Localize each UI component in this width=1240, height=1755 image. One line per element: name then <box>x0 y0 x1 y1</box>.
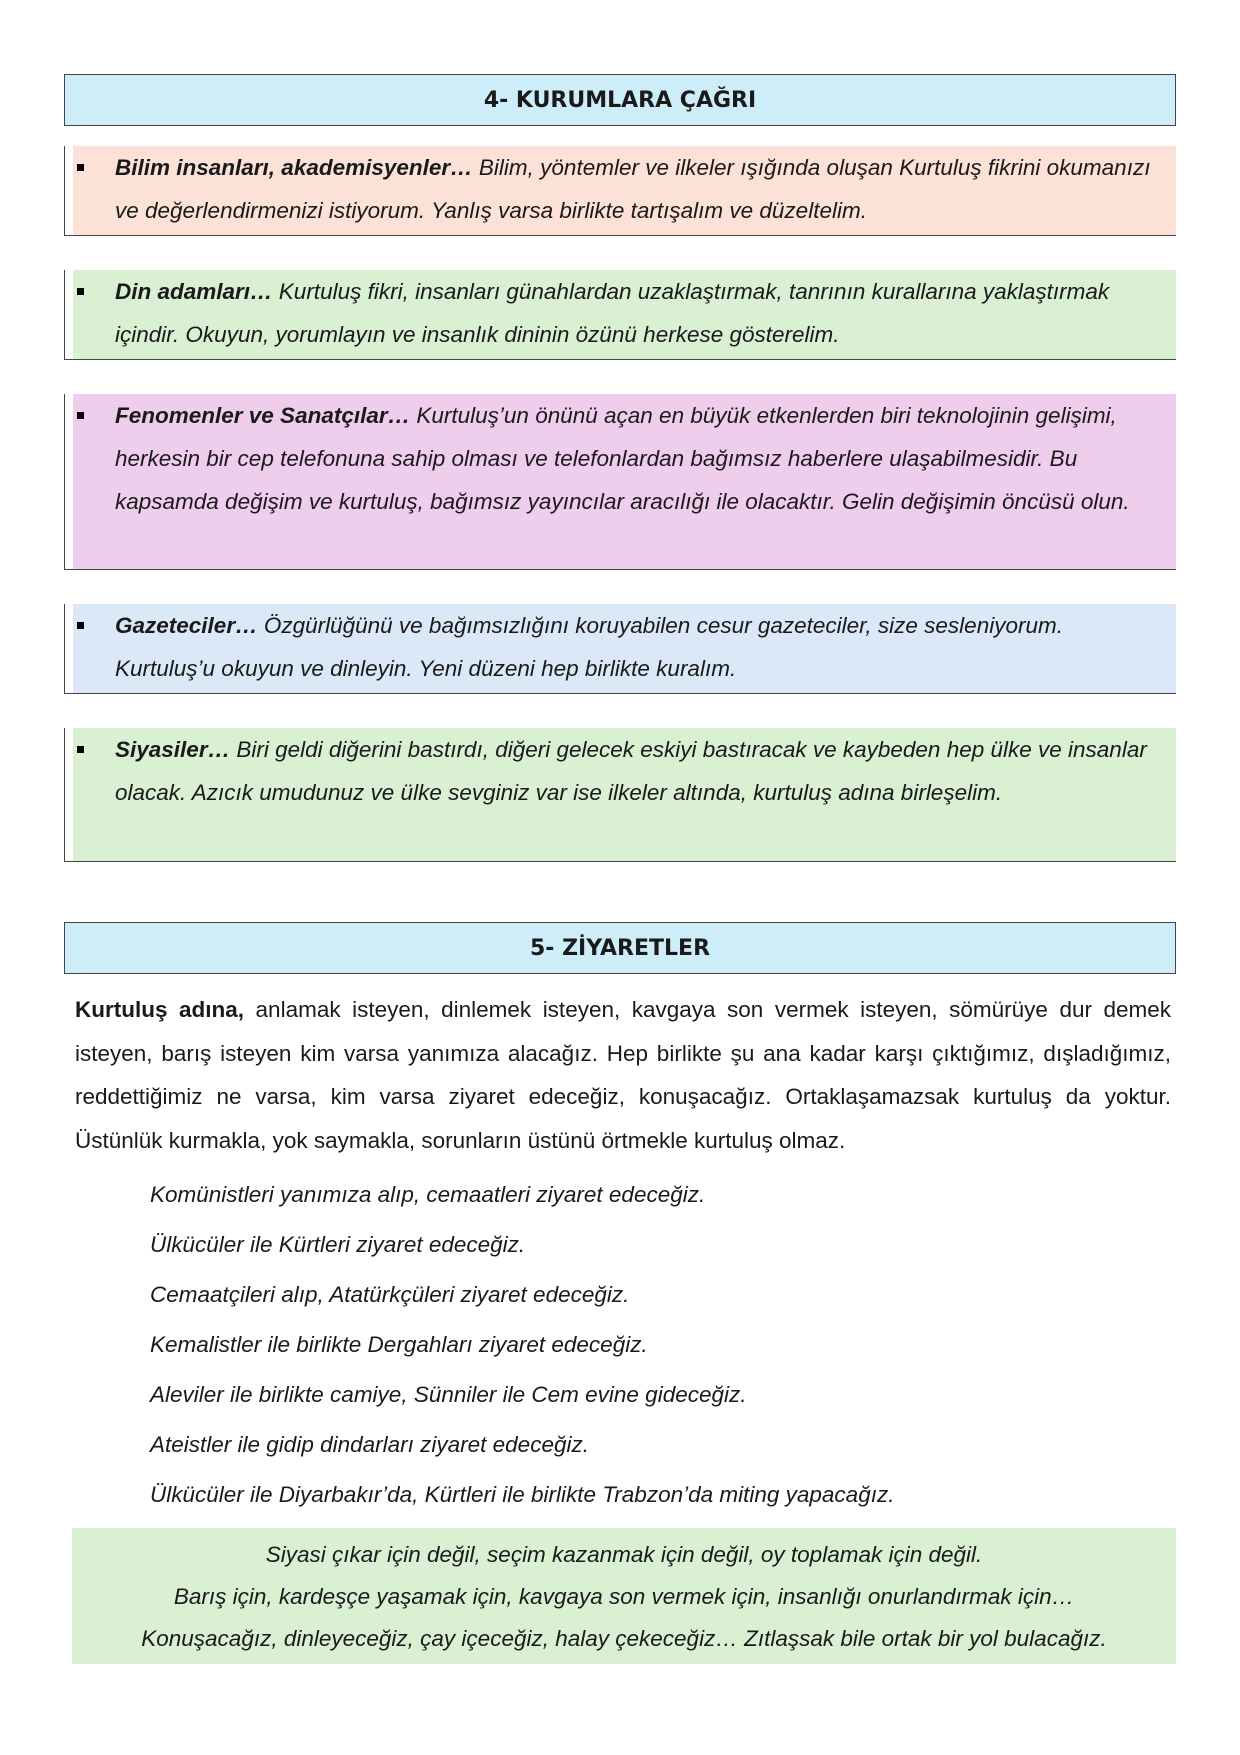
callout-influencers <box>64 394 1176 570</box>
closing-line: Konuşacağız, dinleyeceğiz, çay içeceğiz, halay çekeceğiz… Zıtlaşsak bile ortak bir yol bulacağız. <box>141 1626 1107 1651</box>
visit-list <box>150 1180 894 1530</box>
callout-body: Kurtuluş’un önünü açan en büyük etkenlerden biri teknolojinin gelişimi, herkesin bir cep telefonuna sahip olması ve telefonlardan bağımsız haberlere ulaşabilmesidir. Bu kapsamda değişim ve kurtuluş, bağımsız yayıncılar aracılığı ile olacaktır. Gelin değişimin öncüsü olun. <box>115 403 1130 514</box>
visit-item: Ülkücüler ile Kürtleri ziyaret edeceğiz. <box>150 1232 526 1257</box>
callout-body: Bilim, yöntemler ve ilkeler ışığında oluşan Kurtuluş fikrini okumanızı ve değerlendirmenizi istiyorum. Yanlış varsa birlikte tartışalım ve düzeltelim. <box>115 155 1151 223</box>
section-4-title: 4- KURUMLARA ÇAĞRI <box>483 87 757 113</box>
square-bullet-icon <box>77 288 84 295</box>
callout-text <box>115 394 1166 523</box>
callout-journalists <box>64 604 1176 694</box>
callout-clergy <box>64 270 1176 360</box>
callout-lead: Fenomenler ve Sanatçılar… <box>115 403 411 428</box>
callout-lead: Gazeteciler… <box>115 613 258 638</box>
visit-item: Kemalistler ile birlikte Dergahları ziyaret edeceğiz. <box>150 1332 648 1357</box>
callout-lead: Bilim insanları, akademisyenler… <box>115 155 473 180</box>
square-bullet-icon <box>77 164 84 171</box>
visit-item: Komünistleri yanımıza alıp, cemaatleri ziyaret edeceğiz. <box>150 1182 706 1207</box>
intro-paragraph <box>75 988 1171 1162</box>
callout-text <box>115 604 1166 690</box>
intro-lead: Kurtuluş adına, <box>75 997 245 1022</box>
visit-item: Ateistler ile gidip dindarları ziyaret edeceğiz. <box>150 1432 589 1457</box>
visit-item: Aleviler ile birlikte camiye, Sünniler ile Cem evine gideceğiz. <box>150 1382 747 1407</box>
callout-text <box>115 728 1166 814</box>
callout-lead: Siyasiler… <box>115 737 231 762</box>
callout-scientists <box>64 146 1176 236</box>
section-5-title: 5- ZİYARETLER <box>529 935 711 961</box>
section-4-header <box>64 74 1176 126</box>
section-5-header <box>64 922 1176 974</box>
closing-line: Barış için, kardeşçe yaşamak için, kavgaya son vermek için, insanlığı onurlandırmak için… <box>173 1584 1075 1609</box>
closing-line: Siyasi çıkar için değil, seçim kazanmak için değil, oy toplamak için değil. <box>265 1542 983 1567</box>
callout-body: Özgürlüğünü ve bağımsızlığını koruyabilen cesur gazeteciler, size sesleniyorum. Kurtuluş’u okuyun ve dinleyin. Yeni düzeni hep birlikte kuralım. <box>115 613 1063 681</box>
square-bullet-icon <box>77 622 84 629</box>
closing-statement <box>72 1528 1176 1664</box>
callout-text <box>115 146 1166 232</box>
callout-politicians <box>64 728 1176 862</box>
visit-item: Ülkücüler ile Diyarbakır’da, Kürtleri ile birlikte Trabzon’da miting yapacağız. <box>150 1482 895 1507</box>
callout-text <box>115 270 1166 356</box>
square-bullet-icon <box>77 746 84 753</box>
square-bullet-icon <box>77 412 84 419</box>
callout-body: Biri geldi diğerini bastırdı, diğeri gelecek eskiyi bastıracak ve kaybeden hep ülke ve insanlar olacak. Azıcık umudunuz ve ülke sevginiz var ise ilkeler altında, kurtuluş adına birleşelim. <box>115 737 1147 805</box>
callout-body: Kurtuluş fikri, insanları günahlardan uzaklaştırmak, tanrının kurallarına yaklaştırmak içindir. Okuyun, yorumlayın ve insanlık dininin özünü herkese gösterelim. <box>115 279 1110 347</box>
visit-item: Cemaatçileri alıp, Atatürkçüleri ziyaret edeceğiz. <box>150 1282 630 1307</box>
callout-lead: Din adamları… <box>115 279 273 304</box>
intro-text: anlamak isteyen, dinlemek isteyen, kavgaya son vermek isteyen, sömürüye dur demek isteyen, barış isteyen kim varsa yanımıza alacağız. Hep birlikte şu ana kadar karşı çıktığımız, dışladığımız, reddettiğimiz ne varsa, kim varsa ziyaret edeceğiz, konuşacağız. Ortaklaşamazsak kurtuluş da yoktur. Üstünlük kurmakla, yok saymakla, sorunların üstünü örtmekle kurtuluş olmaz. <box>75 997 1171 1153</box>
